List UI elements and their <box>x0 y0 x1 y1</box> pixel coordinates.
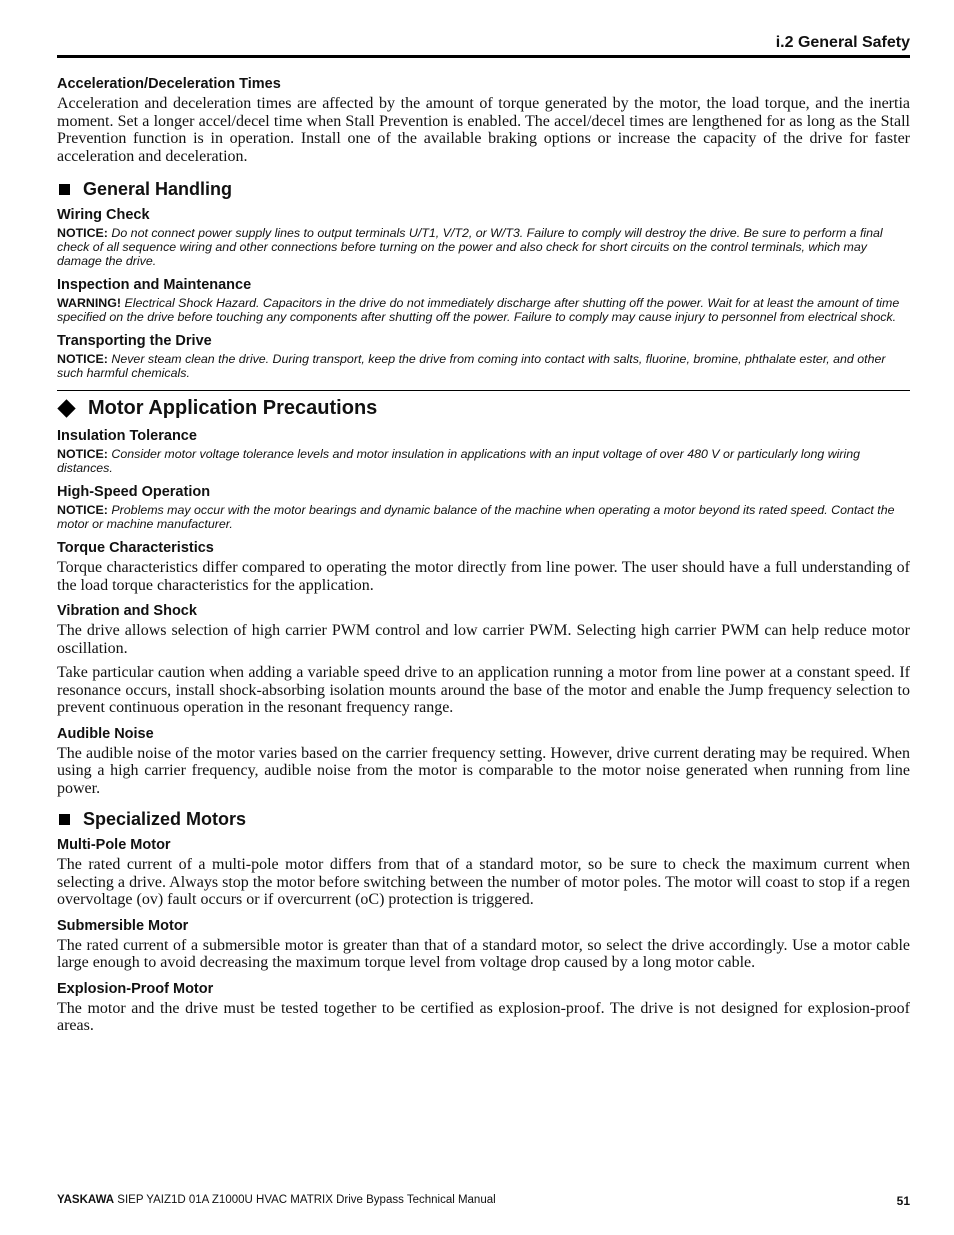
noise-heading: Audible Noise <box>57 725 154 742</box>
page-header <box>57 33 910 58</box>
wiring-check-notice <box>57 226 910 268</box>
vibration-text-1: The drive allows selection of high carrier PWM control and low carrier PWM. Selecting high carrier PWM can help reduce motor oscillation. <box>57 622 910 657</box>
notice-text: Consider motor voltage tolerance levels and motor insulation in applications with an input voltage of over 480 V or particularly long wiring distances. <box>57 447 861 475</box>
insulation-notice <box>57 447 910 475</box>
diamond-bullet-icon <box>57 399 75 417</box>
notice-text: Problems may occur with the motor bearings and dynamic balance of the machine when operating a motor beyond its rated speed. Contact the motor or machine manufacturer. <box>57 503 895 531</box>
square-bullet-icon <box>59 814 70 825</box>
notice-label: NOTICE: <box>57 503 108 517</box>
notice-label: NOTICE: <box>57 352 108 366</box>
wiring-check-heading: Wiring Check <box>57 207 150 223</box>
specialized-motors-title: Specialized Motors <box>83 809 247 829</box>
inspection-heading: Inspection and Maintenance <box>57 277 252 293</box>
inspection-warning <box>57 296 910 324</box>
submersible-heading: Submersible Motor <box>57 917 189 934</box>
motor-application-title: Motor Application Precautions <box>88 397 378 419</box>
multipole-text: The rated current of a multi-pole motor differs from that of a standard motor, so be sure to check the maximum current when selecting a drive. Always stop the motor before switching between the number of motor poles. The motor will coast to stop if a regen overvoltage (ov) fault occurs or if overcurrent (oC) protection is triggered. <box>57 856 910 908</box>
noise-text: The audible noise of the motor varies based on the carrier frequency setting. However, drive current derating may be required. When using a high carrier frequency, audible noise from the motor is comparable to the motor noise generated when running from line power. <box>57 744 910 797</box>
footer-doc: SIEP YAIZ1D 01A Z1000U HVAC MATRIX Drive Bypass Technical Manual <box>117 1194 496 1206</box>
square-bullet-icon <box>59 184 70 195</box>
explosion-proof-text: The motor and the drive must be tested together to be certified as explosion-proof. The drive is not designed for explosion-proof areas. <box>57 999 910 1034</box>
header-section-title: i.2 General Safety <box>775 34 910 51</box>
torque-text: Torque characteristics differ compared to operating the motor directly from line power. The user should have a full understanding of the load torque characteristics for the application. <box>57 559 910 594</box>
vibration-text-2: Take particular caution when adding a variable speed drive to an application running a motor from line power at a constant speed. If resonance occurs, install shock-absorbing isolation mounts around the base of the motor and enable the Jump frequency selection to prevent continuous operation in the resonant frequency range. <box>57 664 910 716</box>
footer-brand: YASKAWA <box>57 1194 115 1206</box>
notice-text: Never steam clean the drive. During transport, keep the drive from coming into contact with salts, fluorine, bromine, phthalate ester, and other such harmful chemicals. <box>57 352 886 380</box>
page-body <box>57 75 910 1035</box>
multipole-heading: Multi-Pole Motor <box>57 837 171 853</box>
transport-heading: Transporting the Drive <box>57 333 212 349</box>
notice-label: NOTICE: <box>57 226 108 240</box>
explosion-proof-heading: Explosion-Proof Motor <box>57 980 214 997</box>
accel-heading: Acceleration/Deceleration Times <box>57 76 281 92</box>
specialized-motors-heading <box>57 808 910 830</box>
high-speed-heading: High-Speed Operation <box>57 484 211 500</box>
page-footer <box>57 1194 910 1206</box>
section-divider <box>57 390 910 391</box>
vibration-heading: Vibration and Shock <box>57 603 197 619</box>
warning-label: WARNING! <box>57 296 122 310</box>
footer-doc-title <box>57 1194 496 1206</box>
high-speed-notice <box>57 503 910 531</box>
general-handling-title: General Handling <box>83 179 233 199</box>
accel-text: Acceleration and deceleration times are affected by the amount of torque generated by the motor, the load torque, and the inertia moment. Set a longer accel/decel time when Stall Prevention is enabled. The accel/decel times are lengthened for as long as the Stall Prevention function is in operation. Install one of the available braking options or increase the capacity of the drive for faster acceleration and deceleration. <box>57 95 910 165</box>
general-handling-heading <box>57 178 910 200</box>
notice-label: NOTICE: <box>57 447 108 461</box>
submersible-text: The rated current of a submersible motor is greater than that of a standard motor, so select the drive accordingly. Use a motor cable large enough to avoid decreasing the maximum torque level from voltage drop caused by a long motor cable. <box>57 936 910 971</box>
page-number: 51 <box>896 1194 910 1208</box>
notice-text: Do not connect power supply lines to output terminals U/T1, V/T2, or W/T3. Failure to comply will destroy the drive. Be sure to perform a final check of all sequence wiring and other connections before turning on the power and also check for short circuits on the control terminals, which may damage the drive. <box>57 226 883 268</box>
motor-application-heading <box>57 396 910 420</box>
transport-notice <box>57 352 910 380</box>
insulation-heading: Insulation Tolerance <box>57 428 197 444</box>
warning-text: Electrical Shock Hazard. Capacitors in the drive do not immediately discharge after shutting off the power. Wait for at least the amount of time specified on the drive before touching any components after shutting off the power. Failure to comply may cause injury to personnel from electrical shock. <box>57 296 900 324</box>
torque-heading: Torque Characteristics <box>57 540 214 556</box>
